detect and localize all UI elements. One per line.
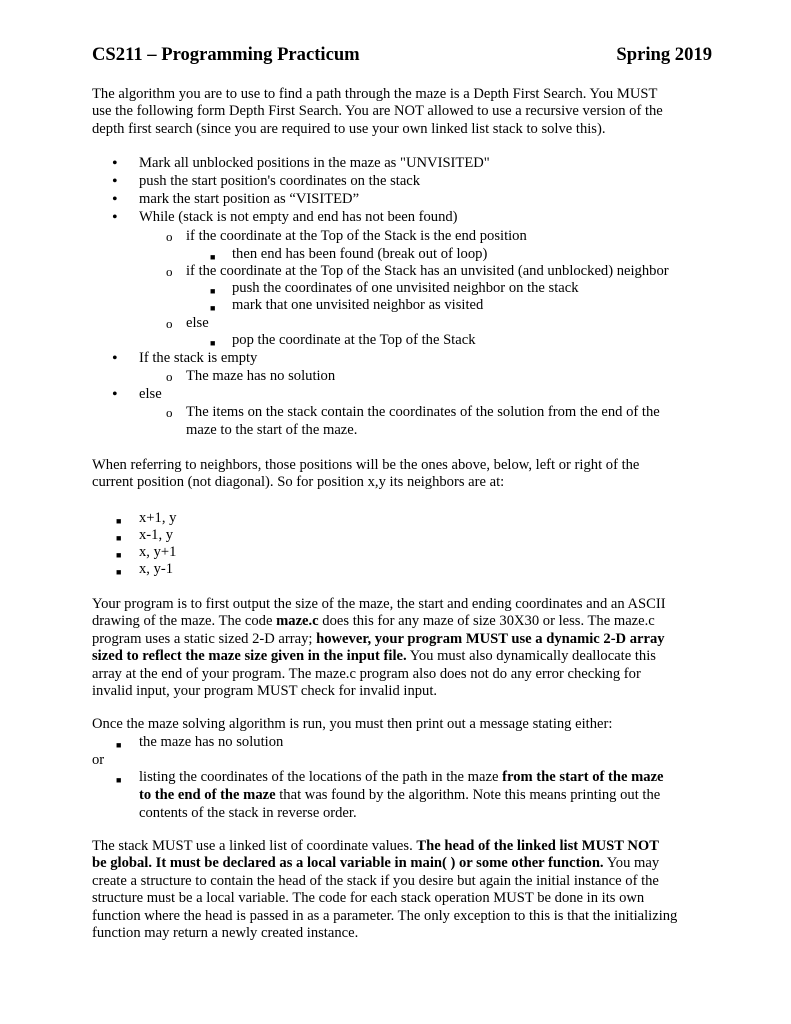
stack-paragraph: The stack MUST use a linked list of coordinate values. The head of the linked list MUST NOT be global. It must be declared as a local variable in main( ) or some other function. You may create a structure to contain the head of the stack if you desire but again the initial instance of the structure must be a local variable. The code for each stack operation MUST be done in its own function where the head is passed in as a parameter. The only exception to this is that the initializing function may return a newly created instance. <box>92 838 678 942</box>
bullet-icon: • <box>112 191 118 208</box>
circle-bullet-icon: o <box>166 369 173 384</box>
square-bullet-icon: ■ <box>210 303 216 313</box>
square-bullet-icon: ■ <box>210 252 216 262</box>
intro-line: use the following form Depth First Search. You are NOT allowed to use a recursive version of the <box>92 103 663 120</box>
solve-paragraph: Once the maze solving algorithm is run, you must then print out a message stating either: <box>92 716 613 732</box>
circle-bullet-icon: o <box>166 264 173 279</box>
neighbors-paragraph: When referring to neighbors, those positions will be the ones above, below, left or right of the current position (not diagonal). So for position x,y its neighbors are at: <box>92 457 640 491</box>
list-item-continuation: to the end of the maze that was found by the algorithm. Note this means printing out the <box>139 787 661 803</box>
bullet-icon: • <box>112 386 118 403</box>
bullet-icon: • <box>112 155 118 172</box>
bullet-icon: • <box>112 350 118 367</box>
course-title: CS211 – Programming Practicum <box>92 44 360 65</box>
circle-bullet-icon: o <box>166 405 173 420</box>
term-label: Spring 2019 <box>616 44 712 65</box>
square-bullet-icon: ■ <box>116 550 122 560</box>
circle-bullet-icon: o <box>166 316 173 331</box>
intro-paragraph <box>92 86 712 138</box>
list-item-continuation: contents of the stack in reverse order. <box>139 805 357 821</box>
bullet-icon: • <box>112 173 118 190</box>
square-bullet-icon: ■ <box>116 740 122 750</box>
square-bullet-icon: ■ <box>116 516 122 526</box>
intro-line: depth first search (since you are required to use your own linked list stack to solve this). <box>92 120 606 137</box>
square-bullet-icon: ■ <box>116 567 122 577</box>
intro-line: The algorithm you are to use to find a path through the maze is a Depth First Search. You MUST <box>92 86 658 102</box>
square-bullet-icon: ■ <box>116 533 122 543</box>
page-header <box>92 44 712 66</box>
or-label: or <box>92 752 105 768</box>
square-bullet-icon: ■ <box>210 338 216 348</box>
square-bullet-icon: ■ <box>210 286 216 296</box>
list-item-continuation: maze to the start of the maze. <box>186 422 358 438</box>
output-paragraph: Your program is to first output the size of the maze, the start and ending coordinates and an ASCII drawing of the maze. The code maze.c does this for any maze of size 30X30 or less. The maze.c program uses a static sized 2-D array; however, your program MUST use a dynamic 2-D array sized to reflect the maze size given in the input file. You must also dynamically deallocate this array at the end of your program. The maze.c program also does not do any error checking for invalid input, your program MUST check for invalid input. <box>92 596 666 700</box>
bullet-icon: • <box>112 209 118 226</box>
circle-bullet-icon: o <box>166 229 173 244</box>
square-bullet-icon: ■ <box>116 775 122 785</box>
